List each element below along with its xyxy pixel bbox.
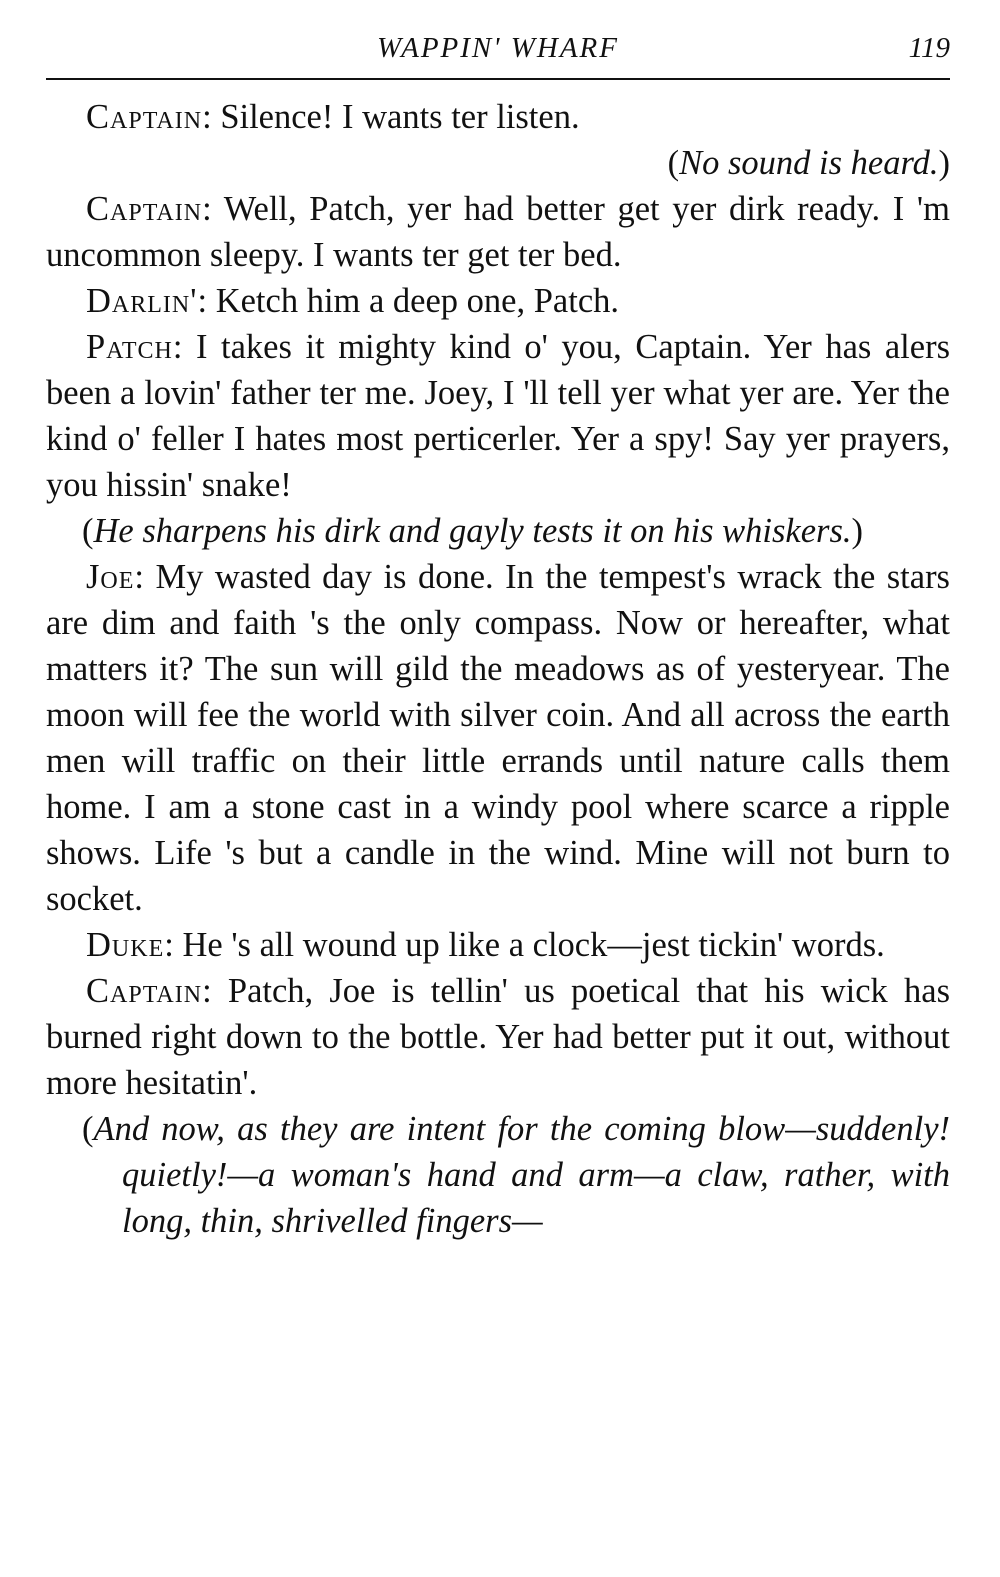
speech-text: Ketch him a deep one, Patch. (215, 282, 620, 320)
speaker-colon: : (202, 972, 228, 1010)
speech-text: He 's all wound up like a clock—jest tickin' words. (182, 926, 885, 964)
speaker-colon: : (197, 282, 216, 320)
stage-direction-2 (46, 508, 950, 554)
speech-captain-1 (46, 94, 950, 140)
speaker-colon: : (202, 190, 224, 228)
book-page (46, 28, 950, 1244)
running-title: WAPPIN' WHARF (377, 32, 619, 64)
speaker-colon: : (134, 558, 156, 596)
open-paren: ( (82, 1110, 94, 1148)
speaker-name: Captain (86, 190, 203, 228)
speech-joe (46, 554, 950, 922)
open-paren: ( (82, 512, 94, 550)
speaker-colon: : (172, 328, 196, 366)
speaker-name: Duke (86, 926, 165, 964)
page-body (46, 94, 950, 1244)
page-number: 119 (908, 32, 950, 64)
speaker-name: Patch (86, 328, 173, 366)
speaker-name: Joe (86, 558, 135, 596)
speech-text: My wasted day is done. In the tempest's wrack the stars are dim and faith 's the only compass. Now or hereafter, what matters it? The sun will gild the meadows as of yesteryear. The moon will fee the world with silver coin. And all across the earth men will traffic on their little errands until nature calls them home. I am a stone cast in a windy pool where scarce a ripple shows. Life 's but a candle in the wind. Mine will not burn to socket. (46, 558, 950, 918)
speech-captain-3 (46, 968, 950, 1106)
close-paren: ) (938, 144, 950, 182)
speech-patch (46, 324, 950, 508)
stage-text: No sound is heard. (679, 144, 939, 182)
running-head (46, 28, 950, 80)
stage-direction-3 (46, 1106, 950, 1244)
open-paren: ( (667, 144, 680, 182)
speaker-name: Captain (86, 98, 203, 136)
speech-text: Silence! I wants ter listen. (220, 98, 580, 136)
stage-text: He sharpens his dirk and gayly tests it on his whiskers. (93, 512, 852, 550)
speaker-colon: : (202, 98, 221, 136)
close-paren: ) (851, 512, 864, 550)
speech-text: I takes it mighty kind o' you, Captain. Yer has alers been a lovin' father ter me. Joey, I 'll tell yer what yer are. Yer the kind o' feller I hates most perticerler. Yer a spy! Say yer prayers, you hissin' snake! (46, 328, 950, 504)
stage-text: And now, as they are intent for the coming blow—suddenly! quietly!—a woman's hand and arm—a claw, rather, with long, thin, shrivelled fingers— (93, 1110, 950, 1240)
speaker-name: Captain (86, 972, 203, 1010)
speaker-colon: : (164, 926, 183, 964)
speech-text: Patch, Joe is tellin' us poetical that his wick has burned right down to the bottle. Yer had better put it out, without more hesitatin'. (46, 972, 950, 1102)
speaker-name: Darlin' (86, 282, 198, 320)
stage-direction-1 (46, 140, 950, 186)
speech-text: Well, Patch, yer had better get yer dirk ready. I 'm uncommon sleepy. I wants ter get ter bed. (46, 190, 950, 274)
speech-darlin (46, 278, 950, 324)
speech-duke (46, 922, 950, 968)
speech-captain-2 (46, 186, 950, 278)
